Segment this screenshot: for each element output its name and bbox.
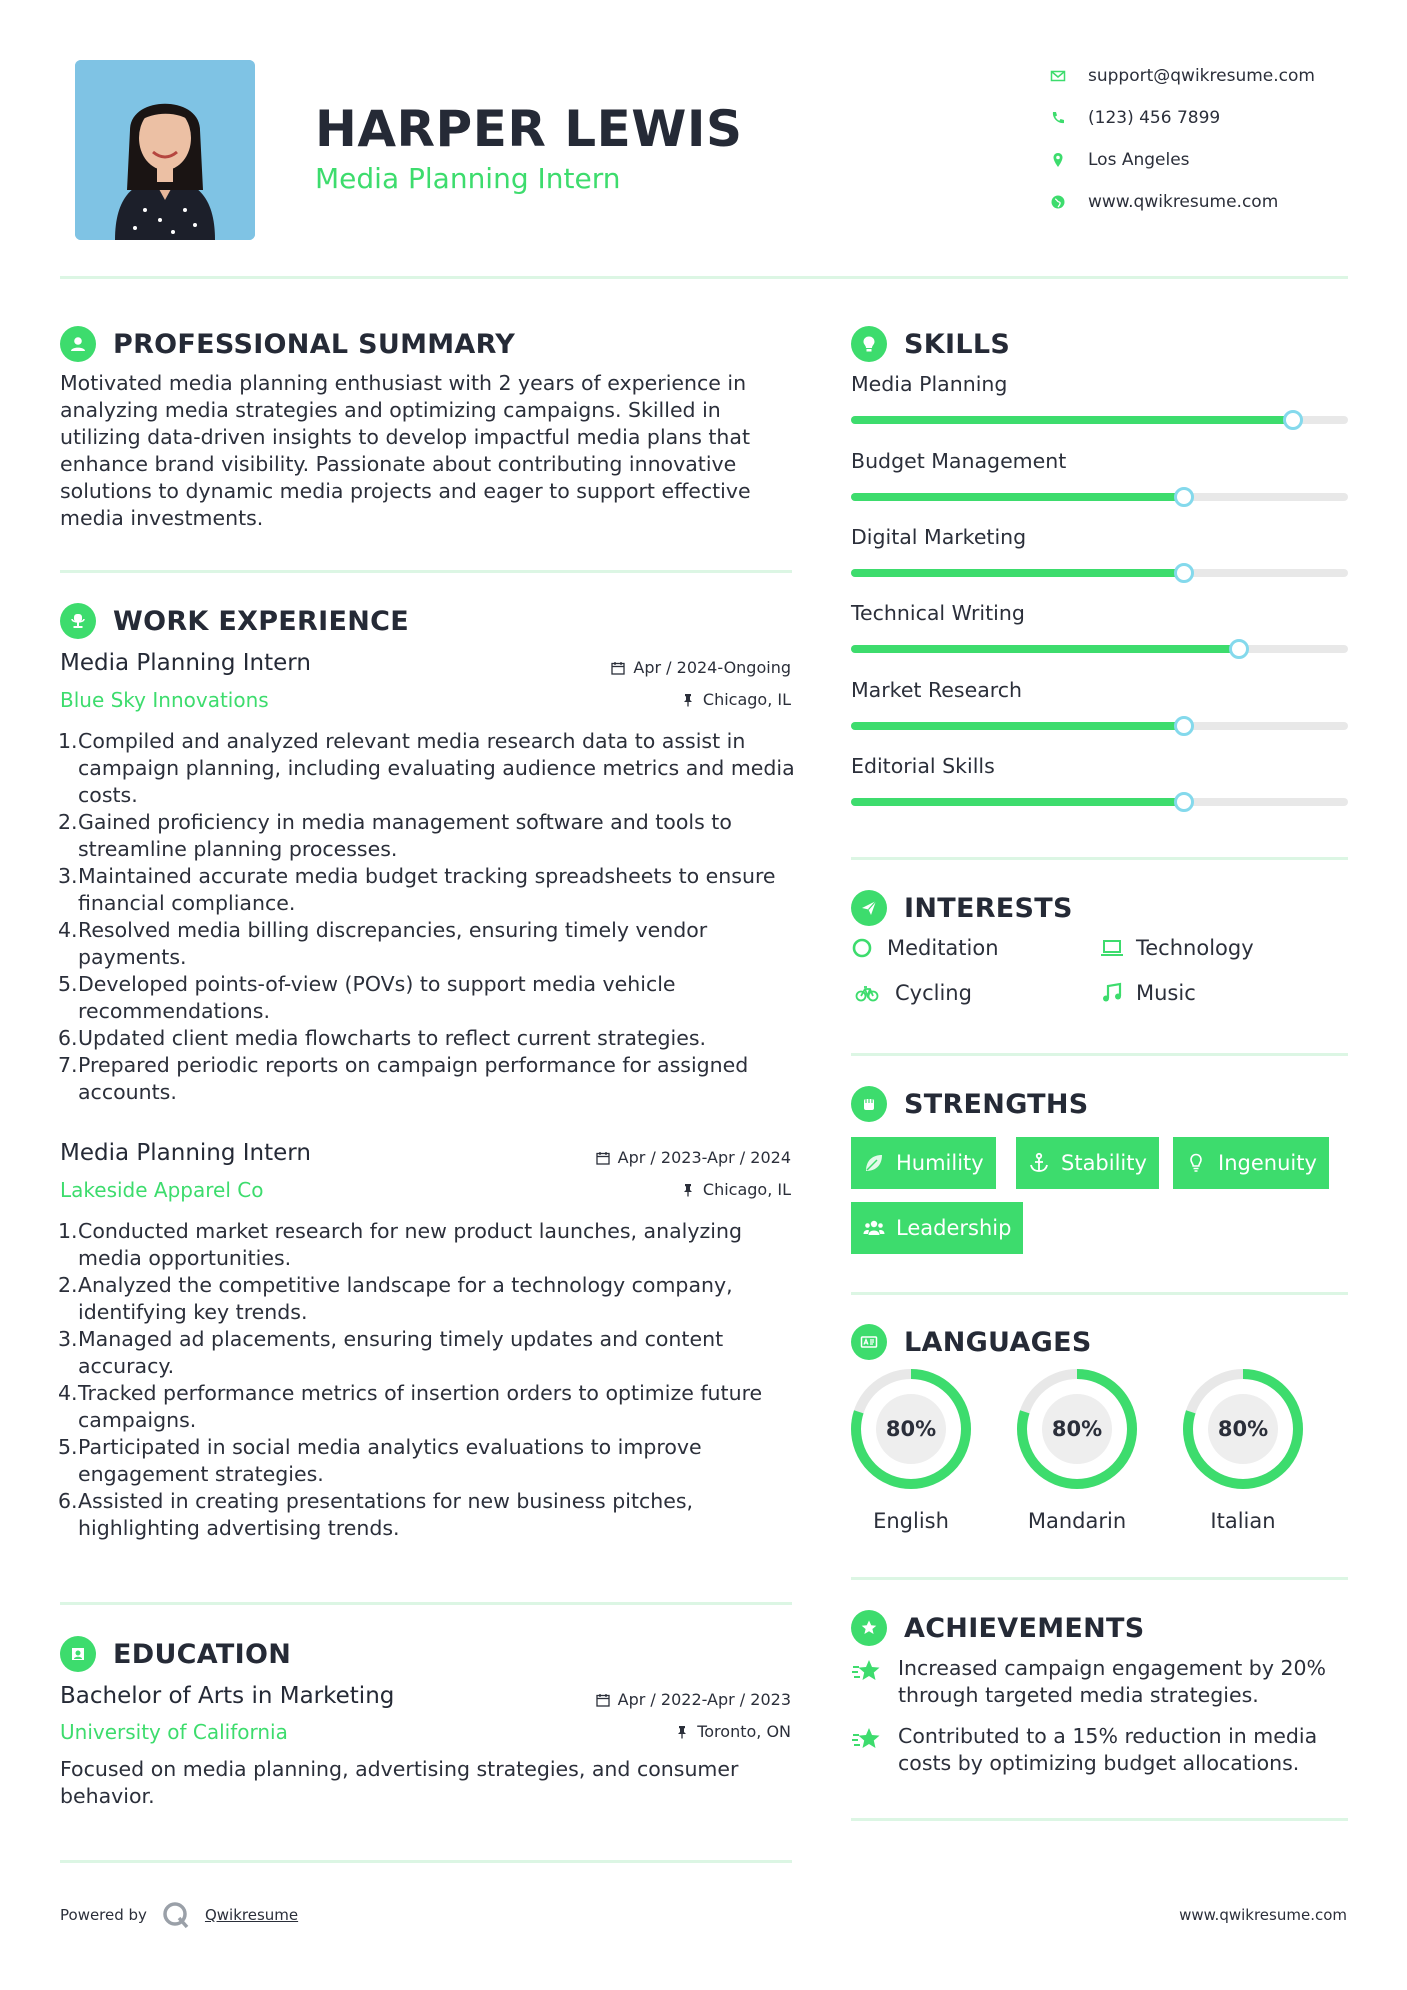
- pin-icon: [681, 1183, 695, 1197]
- calendar-icon: [596, 1693, 610, 1707]
- education-divider: [60, 1860, 792, 1863]
- skill-bar-knob: [1174, 792, 1194, 812]
- phone-icon: [1050, 110, 1088, 126]
- language-percent: 80%: [1051, 1417, 1103, 1441]
- list-item: 5. Developed points-of-view (POVs) to support media vehicle recommendations.: [58, 972, 676, 1023]
- footer-url[interactable]: www.qwikresume.com: [1179, 1906, 1347, 1924]
- strength-tag-stability: [1016, 1137, 1159, 1189]
- laptop-icon: [1100, 936, 1124, 960]
- skills-divider: [851, 857, 1348, 860]
- language-icon: [851, 1324, 887, 1360]
- list-item: 2. Gained proficiency in media management software and tools to streamline planning processes.: [58, 810, 732, 861]
- skill-bar-knob: [1174, 563, 1194, 583]
- strengths-heading: [851, 1086, 1089, 1122]
- job-1-location: [500, 690, 791, 709]
- skill-label: Media Planning: [851, 372, 1008, 396]
- job-2-date: [500, 1148, 791, 1167]
- strength-tag-leadership: [851, 1202, 1023, 1254]
- strength-label: Humility: [896, 1151, 984, 1175]
- briefcase-icon: [60, 603, 96, 639]
- achievements-divider: [851, 1818, 1348, 1821]
- education-text: Focused on media planning, advertising strategies, and consumer behavior.: [60, 1757, 739, 1808]
- skill-bar-fill: [851, 798, 1184, 806]
- language-mandarin: [1015, 1367, 1139, 1533]
- location-icon: [1050, 152, 1088, 168]
- music-icon: [1100, 981, 1124, 1005]
- interests-heading: [851, 890, 1073, 926]
- list-item: 6. Assisted in creating presentations for new business pitches, highlighting advertising trends.: [58, 1489, 694, 1540]
- interest-music: [1100, 981, 1196, 1005]
- skill-label: Editorial Skills: [851, 754, 995, 778]
- interest-meditation: [851, 936, 999, 960]
- powered-by-text: Powered by: [60, 1906, 147, 1924]
- strength-tag-ingenuity: [1173, 1137, 1329, 1189]
- interest-cycling: [851, 981, 972, 1005]
- experience-title: WORK EXPERIENCE: [113, 605, 409, 637]
- skill-bar: [851, 798, 1348, 806]
- summary-divider: [60, 570, 792, 573]
- education-location-text: Toronto, ON: [697, 1722, 791, 1741]
- skill-bar-fill: [851, 722, 1184, 730]
- skill-bar-fill: [851, 569, 1184, 577]
- interests-title: INTERESTS: [904, 892, 1073, 924]
- skill-bar: [851, 493, 1348, 501]
- languages-divider: [851, 1577, 1348, 1580]
- experience-divider: [60, 1602, 792, 1605]
- interest-label: Technology: [1136, 936, 1254, 960]
- interest-label: Music: [1136, 981, 1196, 1005]
- job-2-title: Media Planning Intern: [60, 1140, 311, 1166]
- paper-plane-icon: [851, 890, 887, 926]
- list-item: 1. Conducted market research for new product launches, analyzing media opportunities.: [58, 1219, 742, 1270]
- footer-powered-by: [60, 1900, 298, 1930]
- strengths-title: STRENGTHS: [904, 1088, 1089, 1120]
- user-icon: [60, 326, 96, 362]
- skill-bar-knob: [1174, 487, 1194, 507]
- skill-bar-knob: [1229, 639, 1249, 659]
- qwikresume-logo-icon: [161, 1900, 191, 1930]
- education-degree: Bachelor of Arts in Marketing: [60, 1683, 395, 1709]
- language-percent: 80%: [885, 1417, 937, 1441]
- skill-label: Digital Marketing: [851, 525, 1027, 549]
- interest-label: Meditation: [887, 936, 999, 960]
- star-icon: [851, 1724, 883, 1756]
- education-title: EDUCATION: [113, 1638, 292, 1670]
- email-icon: [1050, 68, 1088, 84]
- education-school: University of California: [60, 1720, 288, 1744]
- list-item: 7. Prepared periodic reports on campaign performance for assigned accounts.: [58, 1053, 749, 1104]
- users-icon: [863, 1217, 885, 1239]
- globe-icon: [1050, 194, 1088, 210]
- star-badge-icon: [851, 1610, 887, 1646]
- skill-bar-knob: [1283, 410, 1303, 430]
- job-1-bullets: [60, 728, 800, 1106]
- list-item: 6. Updated client media flowcharts to reflect current strategies.: [58, 1026, 707, 1050]
- skill-bar-knob: [1174, 716, 1194, 736]
- interest-label: Cycling: [895, 981, 972, 1005]
- contact-website-text: www.qwikresume.com: [1088, 192, 1279, 212]
- job-1-location-text: Chicago, IL: [702, 690, 791, 709]
- job-2-location: [500, 1180, 791, 1199]
- contact-list: [1050, 55, 1380, 223]
- job-2-company: Lakeside Apparel Co: [60, 1178, 264, 1202]
- anchor-icon: [1028, 1152, 1050, 1174]
- skill-label: Market Research: [851, 678, 1023, 702]
- contact-location: [1050, 139, 1380, 181]
- skill-bar-fill: [851, 493, 1184, 501]
- skill-bar: [851, 416, 1348, 424]
- summary-heading: [60, 326, 515, 362]
- achievements-heading: [851, 1610, 1145, 1646]
- achievements-title: ACHIEVEMENTS: [904, 1612, 1145, 1644]
- contact-email-text: support@qwikresume.com: [1088, 66, 1315, 86]
- list-item: 5. Participated in social media analytics evaluations to improve engagement strategies.: [58, 1435, 702, 1486]
- summary-title: PROFESSIONAL SUMMARY: [113, 328, 516, 360]
- fist-icon: [851, 1086, 887, 1122]
- candidate-role: Media Planning Intern: [315, 162, 621, 195]
- achievement-item: [851, 1655, 1348, 1709]
- language-english: [849, 1367, 973, 1533]
- qwikresume-link[interactable]: Qwikresume: [204, 1906, 299, 1924]
- strength-label: Leadership: [896, 1216, 1012, 1240]
- language-percent: 80%: [1217, 1417, 1269, 1441]
- calendar-icon: [611, 661, 625, 675]
- education-date-text: Apr / 2022-Apr / 2023: [617, 1690, 791, 1709]
- strength-label: Ingenuity: [1218, 1151, 1317, 1175]
- education-heading: [60, 1636, 291, 1672]
- circle-icon: [851, 936, 875, 960]
- list-item: 4. Tracked performance metrics of insertion orders to optimize future campaigns.: [58, 1381, 763, 1432]
- skill-bar: [851, 722, 1348, 730]
- contact-website[interactable]: [1050, 181, 1380, 223]
- list-item: 3. Maintained accurate media budget tracking spreadsheets to ensure financial compliance.: [58, 864, 776, 915]
- job-1-title: Media Planning Intern: [60, 650, 311, 676]
- contact-phone-text: (123) 456 7899: [1088, 108, 1221, 128]
- interest-technology: [1100, 936, 1254, 960]
- strengths-divider: [851, 1292, 1348, 1295]
- contact-email[interactable]: [1050, 55, 1380, 97]
- language-name: Italian: [1210, 1509, 1276, 1533]
- job-2-location-text: Chicago, IL: [702, 1180, 791, 1199]
- contact-location-text: Los Angeles: [1088, 150, 1190, 170]
- achievement-text: Increased campaign engagement by 20% through targeted media strategies.: [898, 1656, 1327, 1707]
- job-2-bullets: [60, 1218, 800, 1542]
- experience-heading: [60, 603, 409, 639]
- skill-label: Technical Writing: [851, 601, 1025, 625]
- contact-phone[interactable]: [1050, 97, 1380, 139]
- strength-label: Stability: [1061, 1151, 1147, 1175]
- list-item: 1. Compiled and analyzed relevant media research data to assist in campaign planning, including evaluating audience metrics and media costs.: [58, 729, 795, 807]
- profile-photo: [75, 60, 255, 240]
- summary-text: Motivated media planning enthusiast with 2 years of experience in analyzing media strategies and optimizing campaigns. Skilled in utilizing data-driven insights to develop impactful media plans that enhance brand visibility. Passionate about contributing innovative solutions to dynamic media projects and eager to support effective media investments.: [60, 371, 751, 530]
- achievement-text: Contributed to a 15% reduction in media costs by optimizing budget allocations.: [898, 1724, 1318, 1775]
- strength-tag-humility: [851, 1137, 996, 1189]
- lightbulb-icon: [851, 326, 887, 362]
- list-item: 4. Resolved media billing discrepancies, ensuring timely vendor payments.: [58, 918, 708, 969]
- header-divider: [60, 276, 1348, 279]
- language-name: English: [873, 1509, 949, 1533]
- skill-bar: [851, 645, 1348, 653]
- calendar-icon: [596, 1151, 610, 1165]
- skills-title: SKILLS: [904, 328, 1011, 360]
- list-item: 3. Managed ad placements, ensuring timely updates and content accuracy.: [58, 1327, 724, 1378]
- star-icon: [851, 1656, 883, 1688]
- job-1-date-text: Apr / 2024-Ongoing: [633, 658, 791, 677]
- language-name: Mandarin: [1027, 1509, 1127, 1533]
- achievement-item: [851, 1723, 1348, 1777]
- skill-bar-fill: [851, 645, 1239, 653]
- graduation-icon: [60, 1636, 96, 1672]
- education-location: [500, 1722, 791, 1741]
- interests-divider: [851, 1053, 1348, 1056]
- list-item: 2. Analyzed the competitive landscape for a technology company, identifying key trends.: [58, 1273, 733, 1324]
- skills-heading: [851, 326, 1010, 362]
- languages-title: LANGUAGES: [904, 1326, 1092, 1358]
- pin-icon: [681, 693, 695, 707]
- job-1-date: [500, 658, 791, 677]
- job-1-company: Blue Sky Innovations: [60, 688, 269, 712]
- languages-heading: [851, 1324, 1092, 1360]
- skill-bar-fill: [851, 416, 1293, 424]
- bicycle-icon: [851, 981, 883, 1005]
- pin-icon: [675, 1725, 689, 1739]
- leaf-icon: [863, 1152, 885, 1174]
- skill-bar: [851, 569, 1348, 577]
- job-2-date-text: Apr / 2023-Apr / 2024: [617, 1148, 791, 1167]
- education-date: [500, 1690, 791, 1709]
- lightbulb-icon: [1185, 1152, 1207, 1174]
- skill-label: Budget Management: [851, 449, 1067, 473]
- candidate-name: HARPER LEWIS: [315, 100, 743, 158]
- language-italian: [1181, 1367, 1305, 1533]
